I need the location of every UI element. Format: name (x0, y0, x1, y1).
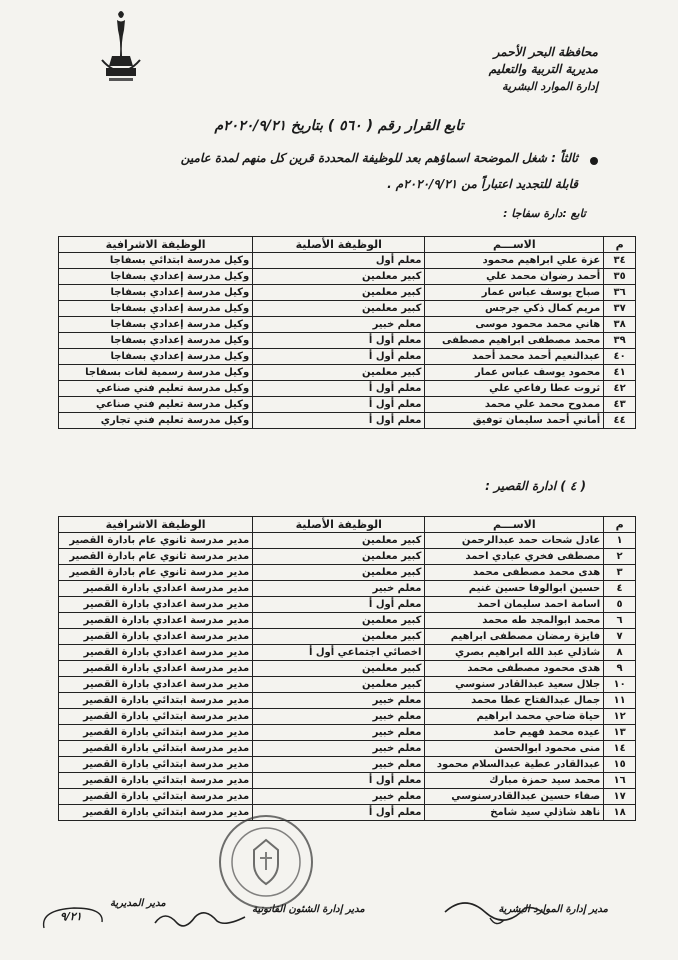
row-supervisory-job: وكيل مدرسة إعدادي بسفاجا (59, 333, 253, 349)
row-number: ٣٧ (604, 301, 636, 317)
row-name: شاذلي عبد الله ابراهيم بصري (425, 645, 604, 661)
table-row (59, 597, 636, 613)
row-name: ناهد شاذلي سيد شامخ (425, 805, 604, 821)
official-stamp-icon (216, 812, 316, 912)
row-number: ٤٠ (604, 349, 636, 365)
row-original-job: معلم خبير (253, 789, 425, 805)
row-number: ٨ (604, 645, 636, 661)
row-original-job: كبير معلمين (253, 269, 425, 285)
handwritten-date-circle (38, 904, 108, 938)
handwritten-signature-director (150, 905, 250, 935)
signature-hr-director: مدير إدارة الموارد البشرية (498, 904, 608, 915)
table-row (59, 613, 636, 629)
row-original-job: معلم خبير (253, 757, 425, 773)
table-row (59, 253, 636, 269)
row-number: ٣٤ (604, 253, 636, 269)
row-number: ٤٣ (604, 397, 636, 413)
row-supervisory-job: وكيل مدرسة إعدادي بسفاجا (59, 317, 253, 333)
row-number: ١ (604, 533, 636, 549)
col-header-supervisory-job: الوظيفة الاشرافية (59, 237, 253, 253)
row-original-job: معلم أول أ (253, 333, 425, 349)
row-supervisory-job: وكيل مدرسة إعدادي بسفاجا (59, 349, 253, 365)
row-name: محمد مصطفى ابراهيم مصطفى (425, 333, 604, 349)
row-original-job: اخصائي اجتماعي أول أ (253, 645, 425, 661)
row-name: هاني محمد محمود موسى (425, 317, 604, 333)
header-governorate: محافظة البحر الأحمر (493, 45, 598, 59)
col-header-num: م (604, 237, 636, 253)
row-supervisory-job: مدير مدرسة ابتدائي بادارة القصير (59, 725, 253, 741)
table-row (59, 269, 636, 285)
row-supervisory-job: مدير مدرسة ابتدائي بادارة القصير (59, 773, 253, 789)
row-supervisory-job: وكيل مدرسة تعليم فني صناعي (59, 381, 253, 397)
table-row (59, 413, 636, 429)
row-supervisory-job: مدير مدرسة ثانوي عام بادارة القصير (59, 549, 253, 565)
row-original-job: كبير معلمين (253, 661, 425, 677)
row-number: ١٥ (604, 757, 636, 773)
row-number: ٣ (604, 565, 636, 581)
row-original-job: معلم خبير (253, 317, 425, 333)
row-supervisory-job: مدير مدرسة ابتدائي بادارة القصير (59, 757, 253, 773)
table-row (59, 629, 636, 645)
row-original-job: معلم أول أ (253, 381, 425, 397)
intro-line-1: ثالثاً : شغل الموضحة اسماؤهم بعد للوظيفة المحددة قرين كل منهم لمدة عامين (180, 151, 578, 165)
row-number: ٤٤ (604, 413, 636, 429)
row-number: ٥ (604, 597, 636, 613)
row-supervisory-job: مدير مدرسة اعدادي بادارة القصير (59, 661, 253, 677)
row-number: ٣٨ (604, 317, 636, 333)
row-number: ٦ (604, 613, 636, 629)
row-number: ٩ (604, 661, 636, 677)
table-row (59, 301, 636, 317)
row-original-job: معلم أول أ (253, 805, 425, 821)
row-name: مريم كمال ذكي جرجس (425, 301, 604, 317)
row-supervisory-job: مدير مدرسة ثانوي عام بادارة القصير (59, 565, 253, 581)
row-supervisory-job: مدير مدرسة ابتدائي بادارة القصير (59, 789, 253, 805)
row-number: ٢ (604, 549, 636, 565)
row-original-job: كبير معلمين (253, 285, 425, 301)
table-row (59, 709, 636, 725)
row-name: جلال سعيد عبدالقادر سنوسي (425, 677, 604, 693)
row-name: ممدوح محمد علي محمد (425, 397, 604, 413)
table-row (59, 317, 636, 333)
col-header-supervisory-job: الوظيفة الاشرافية (59, 517, 253, 533)
row-original-job: معلم أول أ (253, 397, 425, 413)
row-supervisory-job: وكيل مدرسة تعليم فني صناعي (59, 397, 253, 413)
table-row (59, 381, 636, 397)
row-name: أحمد رضوان محمد علي (425, 269, 604, 285)
col-header-name: الاســـم (425, 237, 604, 253)
signature-legal-director: مدير إدارة الشئون القانونية (252, 904, 365, 915)
row-name: جمال عبدالفتاح عطا محمد (425, 693, 604, 709)
row-number: ١٣ (604, 725, 636, 741)
row-original-job: معلم أول أ (253, 597, 425, 613)
row-supervisory-job: وكيل مدرسة رسمية لغات بسفاجا (59, 365, 253, 381)
row-number: ٣٦ (604, 285, 636, 301)
row-name: صفاء حسين عبدالقادرسنوسي (425, 789, 604, 805)
table-row (59, 533, 636, 549)
quseir-table (58, 516, 636, 821)
row-number: ٤٢ (604, 381, 636, 397)
row-number: ٣٥ (604, 269, 636, 285)
table-row (59, 677, 636, 693)
table-row (59, 805, 636, 821)
row-supervisory-job: مدير مدرسة اعدادي بادارة القصير (59, 645, 253, 661)
row-original-job: معلم أول أ (253, 773, 425, 789)
row-original-job: كبير معلمين (253, 629, 425, 645)
row-original-job: معلم خبير (253, 581, 425, 597)
table-row (59, 581, 636, 597)
row-name: عبدالنعيم أحمد محمد أحمد (425, 349, 604, 365)
row-supervisory-job: وكيل مدرسة ابتدائي بسفاجا (59, 253, 253, 269)
row-supervisory-job: وكيل مدرسة إعدادي بسفاجا (59, 301, 253, 317)
row-number: ٧ (604, 629, 636, 645)
signature-directorate-director: مدير المديرية (110, 898, 166, 909)
row-name: محمد سيد حمزة مبارك (425, 773, 604, 789)
row-number: ١٠ (604, 677, 636, 693)
row-original-job: كبير معلمين (253, 677, 425, 693)
ministry-logo (96, 8, 146, 88)
row-number: ١٧ (604, 789, 636, 805)
row-supervisory-job: وكيل مدرسة إعدادي بسفاجا (59, 269, 253, 285)
decision-title: تابع القرار رقم ( ٥٦٠ ) بتاريخ ٢٠٢٠/٩/٢١م (214, 118, 464, 134)
col-header-original-job: الوظيفة الأصلية (253, 237, 425, 253)
safaga-table (58, 236, 636, 429)
row-original-job: معلم خبير (253, 725, 425, 741)
row-supervisory-job: مدير مدرسة اعدادي بادارة القصير (59, 581, 253, 597)
row-name: محمد ابوالمجد طه محمد (425, 613, 604, 629)
table-row (59, 757, 636, 773)
row-original-job: معلم أول أ (253, 349, 425, 365)
table-header-row (59, 517, 636, 533)
table-row (59, 365, 636, 381)
table-row (59, 789, 636, 805)
table-row (59, 741, 636, 757)
row-number: ١٤ (604, 741, 636, 757)
row-name: محمود يوسف عباس عمار (425, 365, 604, 381)
row-original-job: كبير معلمين (253, 565, 425, 581)
row-number: ١٨ (604, 805, 636, 821)
row-original-job: كبير معلمين (253, 301, 425, 317)
row-name: اسامة احمد سليمان احمد (425, 597, 604, 613)
row-name: ثروت عطا رفاعي علي (425, 381, 604, 397)
table-row (59, 645, 636, 661)
header-directorate: مديرية التربية والتعليم (488, 62, 598, 76)
row-supervisory-job: مدير مدرسة ابتدائي بادارة القصير (59, 741, 253, 757)
intro-line-2: قابلة للتجديد اعتباراً من ٢٠٢٠/٩/٢١م . (387, 177, 578, 191)
row-supervisory-job: مدير مدرسة اعدادي بادارة القصير (59, 613, 253, 629)
row-supervisory-job: وكيل مدرسة إعدادي بسفاجا (59, 285, 253, 301)
row-name: عزة علي ابراهيم محمود (425, 253, 604, 269)
row-original-job: معلم خبير (253, 693, 425, 709)
row-supervisory-job: وكيل مدرسة تعليم فني تجاري (59, 413, 253, 429)
row-name: أماني أحمد سليمان توفيق (425, 413, 604, 429)
row-name: عيده محمد فهيم حامد (425, 725, 604, 741)
row-supervisory-job: مدير مدرسة اعدادي بادارة القصير (59, 597, 253, 613)
table-row (59, 725, 636, 741)
row-supervisory-job: مدير مدرسة ابتدائي بادارة القصير (59, 693, 253, 709)
table-row (59, 661, 636, 677)
row-number: ١٢ (604, 709, 636, 725)
row-name: هدى محمود مصطفى محمد (425, 661, 604, 677)
table-row (59, 333, 636, 349)
row-supervisory-job: مدير مدرسة ابتدائي بادارة القصير (59, 805, 253, 821)
row-number: ١١ (604, 693, 636, 709)
row-supervisory-job: مدير مدرسة ثانوي عام بادارة القصير (59, 533, 253, 549)
row-number: ٤١ (604, 365, 636, 381)
row-name: عبدالقادر عطية عبدالسلام محمود (425, 757, 604, 773)
row-number: ٤ (604, 581, 636, 597)
row-name: هدى محمد مصطفى محمد (425, 565, 604, 581)
row-original-job: معلم أول أ (253, 413, 425, 429)
table-row (59, 285, 636, 301)
row-supervisory-job: مدير مدرسة اعدادي بادارة القصير (59, 629, 253, 645)
table-row (59, 549, 636, 565)
table-header-row (59, 237, 636, 253)
handwritten-signature-hr (440, 892, 550, 932)
bullet-icon (590, 157, 598, 165)
row-name: مصطفى فخري عبادي احمد (425, 549, 604, 565)
row-original-job: كبير معلمين (253, 613, 425, 629)
signature-date: ٩/٢١ (60, 910, 82, 923)
table-row (59, 349, 636, 365)
table-row (59, 397, 636, 413)
table-row (59, 773, 636, 789)
row-name: منى محمود ابوالحسن (425, 741, 604, 757)
row-number: ٣٩ (604, 333, 636, 349)
row-number: ١٦ (604, 773, 636, 789)
header-department: إدارة الموارد البشرية (501, 80, 598, 93)
row-original-job: كبير معلمين (253, 549, 425, 565)
row-supervisory-job: مدير مدرسة ابتدائي بادارة القصير (59, 709, 253, 725)
table-row (59, 693, 636, 709)
row-original-job: كبير معلمين (253, 365, 425, 381)
row-name: فايزة رمضان مصطفى ابراهيم (425, 629, 604, 645)
row-name: حسين ابوالوفا حسين غنيم (425, 581, 604, 597)
col-header-name: الاســـم (425, 517, 604, 533)
row-original-job: كبير معلمين (253, 533, 425, 549)
row-original-job: معلم أول (253, 253, 425, 269)
row-name: حياة ضاحي محمد ابراهيم (425, 709, 604, 725)
col-header-original-job: الوظيفة الأصلية (253, 517, 425, 533)
col-header-num: م (604, 517, 636, 533)
row-name: عادل شحات حمد عبدالرحمن (425, 533, 604, 549)
section-title-quseir: ( ٤ ) ادارة القصير : (485, 479, 586, 493)
row-name: صباح يوسف عباس عمار (425, 285, 604, 301)
section-title-safaga: تابع :دارة سفاجا : (503, 207, 586, 220)
row-supervisory-job: مدير مدرسة اعدادي بادارة القصير (59, 677, 253, 693)
row-original-job: معلم خبير (253, 741, 425, 757)
table-row (59, 565, 636, 581)
row-original-job: معلم خبير (253, 709, 425, 725)
